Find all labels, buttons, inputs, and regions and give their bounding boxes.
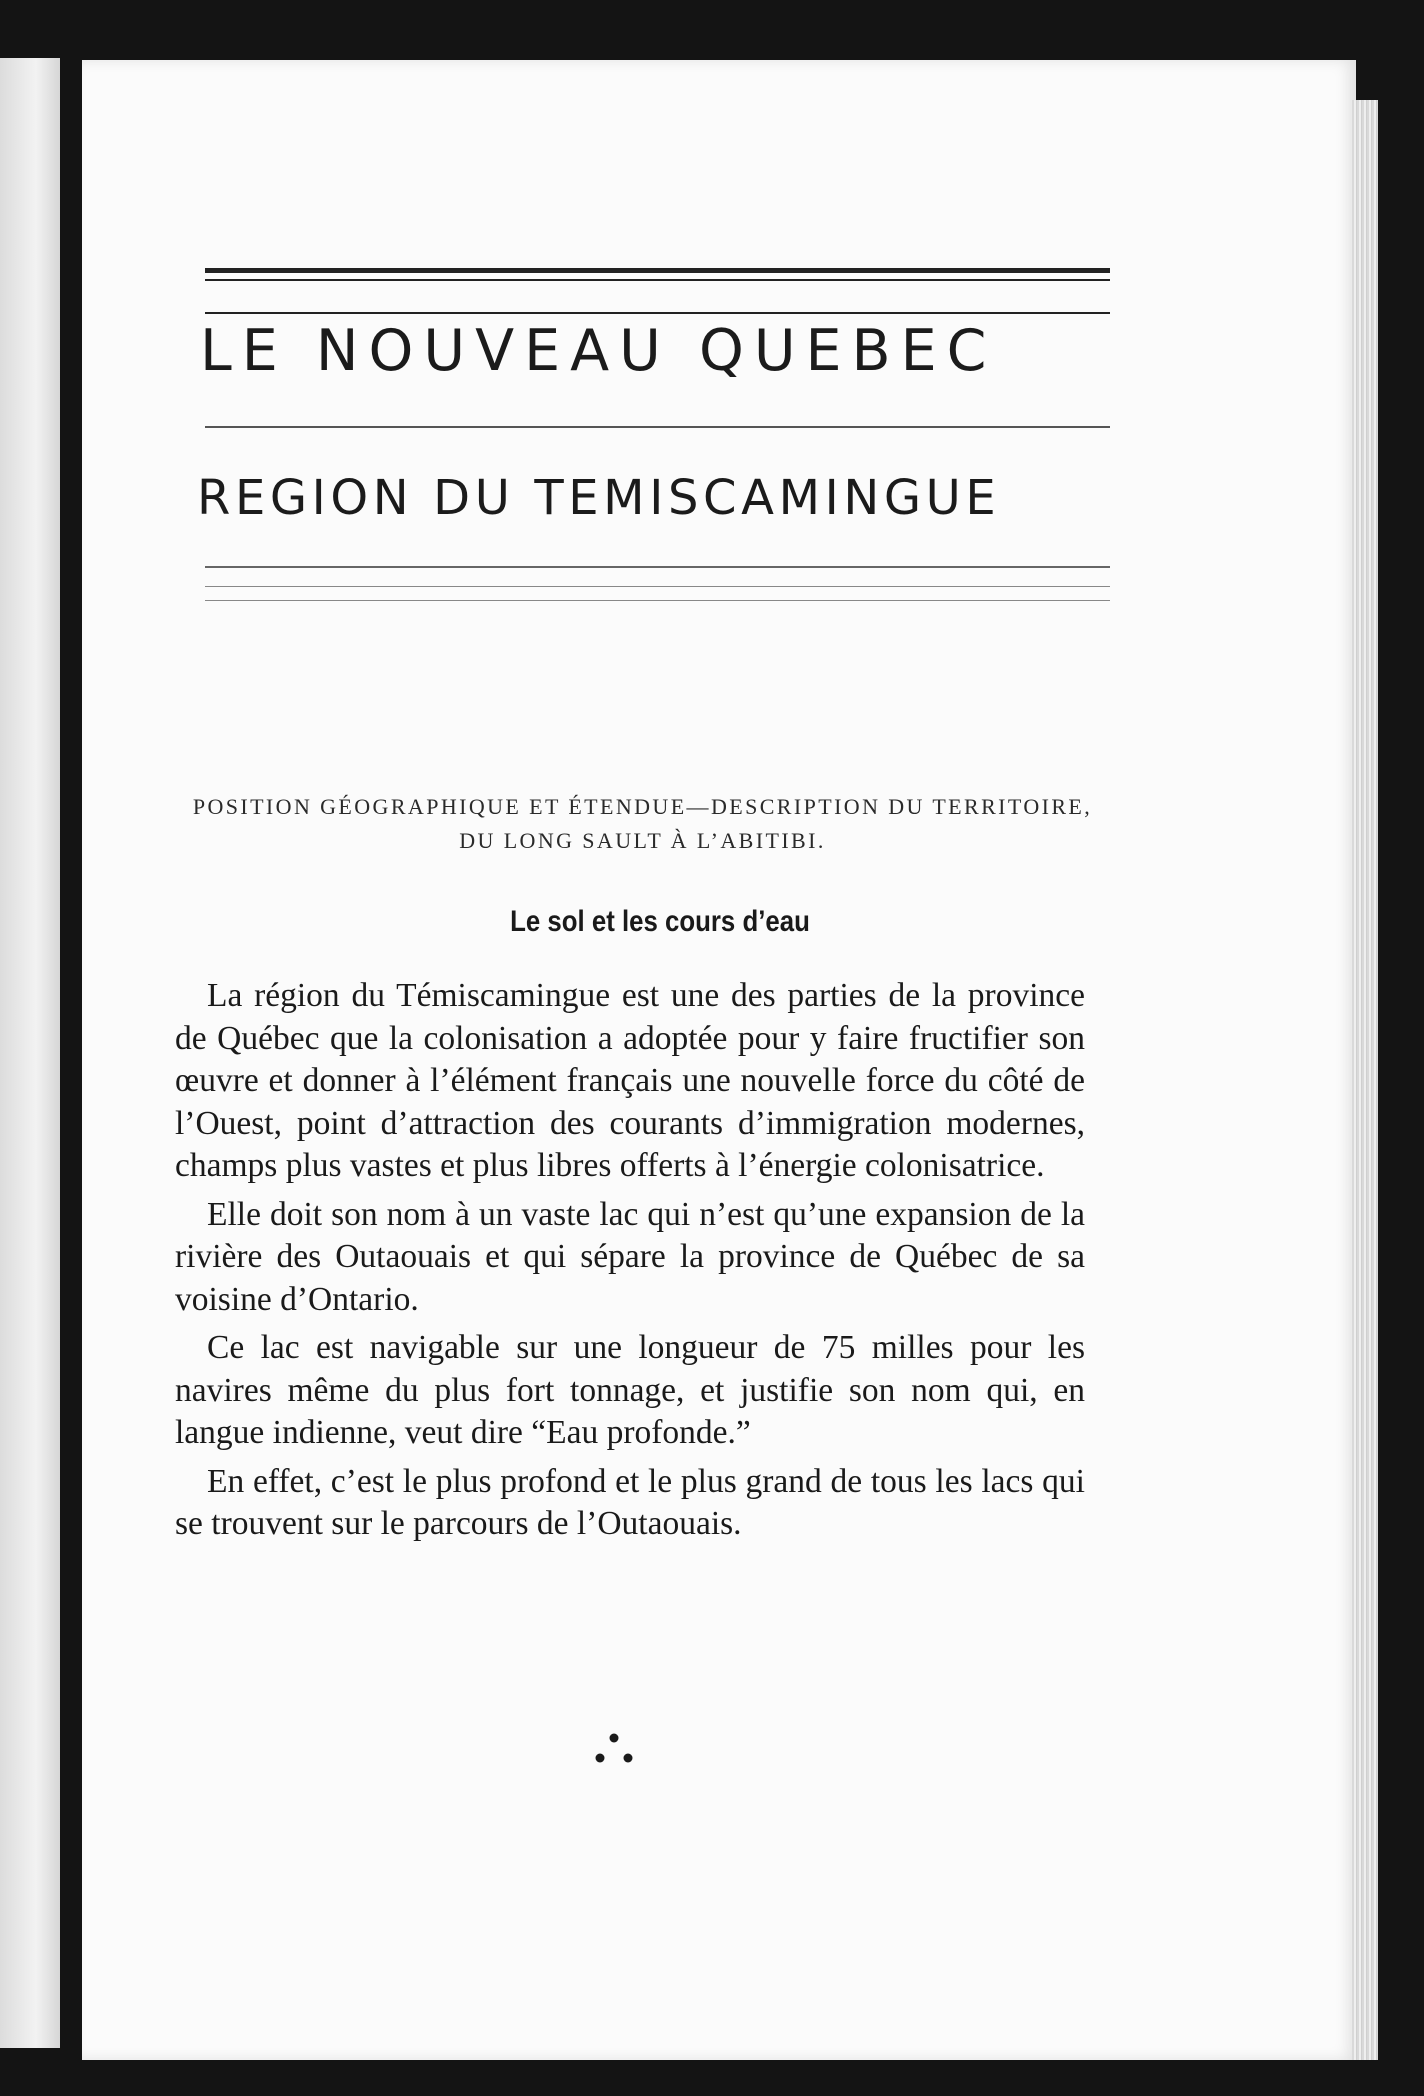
paragraph: En effet, c’est le plus profond et le plus grand de tous les lacs qui se trouvent sur le parcours de l’Outaouais. <box>175 1462 1085 1542</box>
page-stack-edge <box>1352 100 1378 2060</box>
top-double-rule-thick <box>205 268 1110 273</box>
asterism-ornament-icon <box>584 1730 644 1770</box>
subtitle-rule-2 <box>205 586 1110 587</box>
title-divider-rule <box>205 426 1110 428</box>
page-subtitle: REGION DU TEMISCAMINGUE <box>197 470 1001 526</box>
top-double-rule-thin <box>205 279 1110 281</box>
facing-page-edge <box>0 58 60 2048</box>
subtitle-rule-1 <box>205 566 1110 568</box>
paragraph: Ce lac est navigable sur une longueur de 75 milles pour les navires même du plus fort tonnage, et justifie son nom qui, en langue indienne, veut dire “Eau profonde.” <box>175 1329 1085 1451</box>
paragraph: Elle doit son nom à un vaste lac qui n’est qu’une expansion de la rivière des Outaouais et qui sépare la province de Québec de sa voisine d’Ontario. <box>175 1195 1085 1318</box>
chapter-summary: POSITION GÉOGRAPHIQUE ET ÉTENDUE—DESCRIPTION DU TERRITOIRE, DU LONG SAULT À L’ABITIBI. <box>192 794 1093 853</box>
subtitle-rule-3 <box>205 600 1110 601</box>
section-heading: Le sol et les cours d’eau <box>510 905 810 938</box>
top-rule-under <box>205 312 1110 314</box>
paragraph: La région du Témiscamingue est une des parties de la province de Québec que la colonisation a adoptée pour y faire fructifier son œuvre et donner à l’élément français une nouvelle force du côté de l’Ouest, point d’attraction des courants d’immigration modernes, champs plus vastes et plus libres offerts à l’énergie colonisatrice. <box>175 977 1085 1184</box>
body-text <box>175 975 1085 1552</box>
page-title: LE NOUVEAU QUEBEC <box>200 318 997 384</box>
